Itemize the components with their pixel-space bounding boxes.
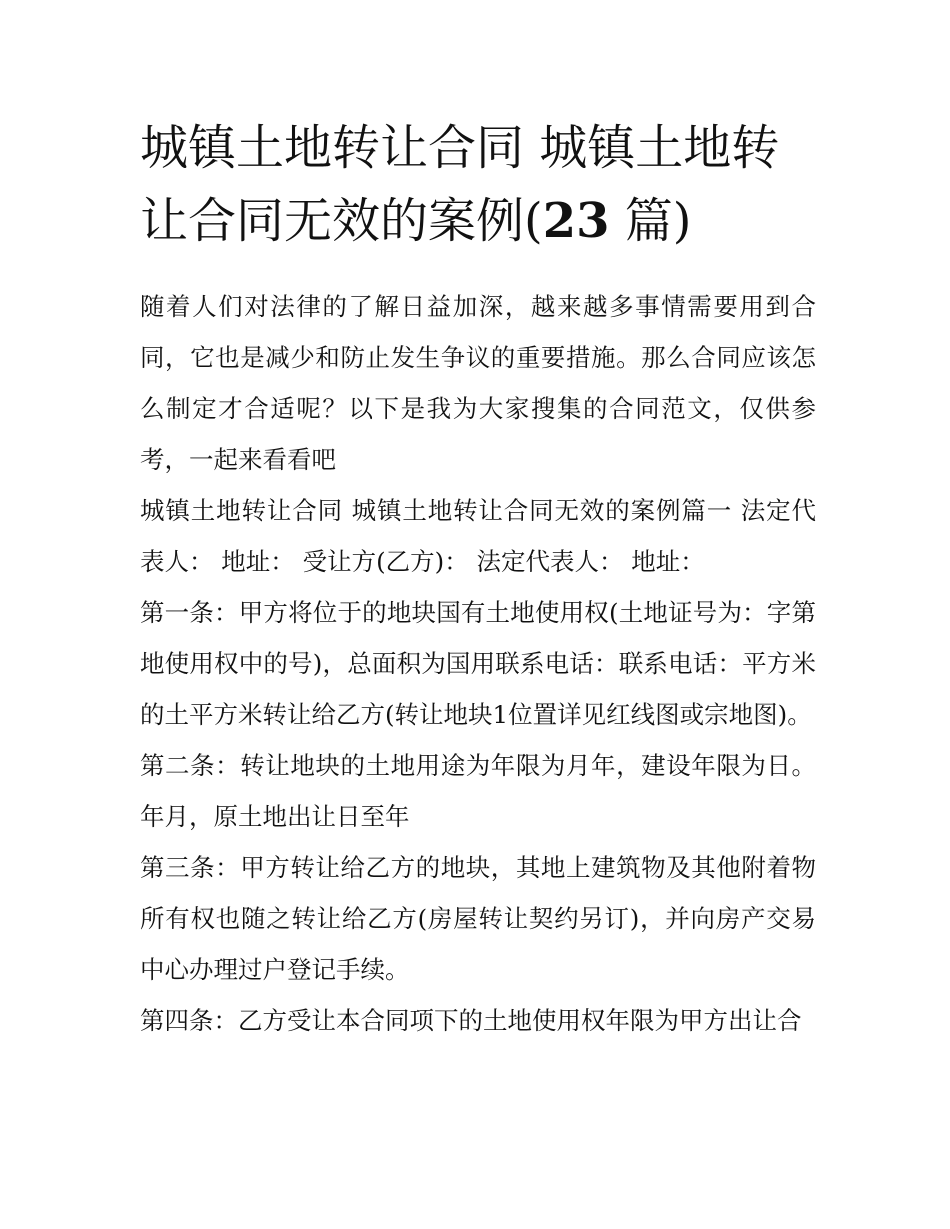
title-suffix: 篇) bbox=[609, 193, 692, 249]
document-content bbox=[140, 112, 816, 1046]
article-2-paragraph: 第二条：转让地块的土地用途为年限为月年，建设年限为日。年月，原土地出让日至年 bbox=[140, 751, 816, 831]
article-1-paragraph: 第一条：甲方将位于的地块国有土地使用权(土地证号为：字第地使用权中的号)，总面积为国用联系电话：联系电话：平方米的土平方米转让给乙方(转让地块1位置详见红线图或宗地图)。 bbox=[140, 598, 816, 729]
title-text: 城镇土地转让合同 城镇土地转让合同无效的案例( bbox=[140, 120, 780, 249]
article-4-paragraph: 第四条：乙方受让本合同项下的土地使用权年限为甲方出让合 bbox=[140, 1006, 802, 1035]
contract-header-paragraph: 城镇土地转让合同 城镇土地转让合同无效的案例篇一 法定代表人： 地址： 受让方(乙方)： 法定代表人： 地址： bbox=[140, 496, 816, 576]
title-count: 23 bbox=[542, 193, 610, 249]
article-3-paragraph: 第三条：甲方转让给乙方的地块，其地上建筑物及其他附着物所有权也随之转让给乙方(房屋转让契约另订)，并向房产交易中心办理过户登记手续。 bbox=[140, 853, 816, 984]
document-body bbox=[140, 281, 816, 1046]
intro-paragraph: 随着人们对法律的了解日益加深，越来越多事情需要用到合同，它也是减少和防止发生争议的重要措施。那么合同应该怎么制定才合适呢？以下是我为大家搜集的合同范文，仅供参考，一起来看看吧 bbox=[140, 292, 816, 474]
document-title bbox=[140, 112, 816, 258]
